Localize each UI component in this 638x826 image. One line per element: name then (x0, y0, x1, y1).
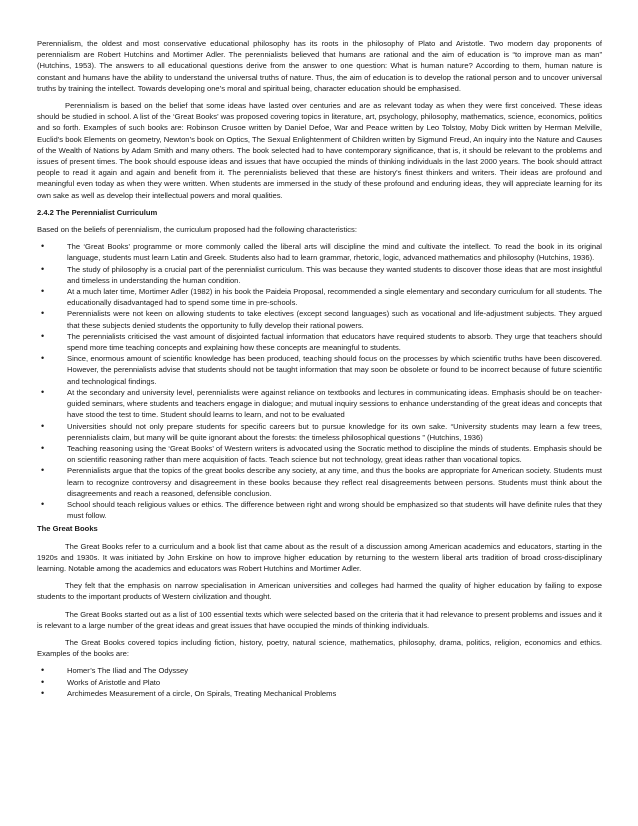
list-item: • Works of Aristotle and Plato (67, 677, 602, 688)
list-item: • The perennialists criticised the vast amount of disjointed factual information that educators have required students to absorb. They urge that teachers should spend more time teaching concepts and explaining how these concepts are meaningful to students. (67, 331, 602, 353)
list-item: • Universities should not only prepare students for specific careers but to pursue knowledge for its own sake. “University students may learn a few trees, perennialists claim, but many will be quite ignorant about the forests: the timeless philosophical questions ” (Hutchins, 1936) (67, 421, 602, 443)
intro-paragraph-2: Perennialism is based on the belief that some ideas have lasted over centuries and are as relevant today as when they were first conceived. These ideas should be studied in school. A list of the ‘Great Books’ was proposed covering topics in literature, art, psychology, philosophy, mathematics, science, economics, politics and so forth. Examples of such books are: Robinson Crusoe written by Daniel Defoe, War and Peace written by Leo Tolstoy, Moby Dick written by Herman Melville, Euclid’s book Elements on geometry, Newton’s book on Optics, The Sexual Enlightenment of Children written by Sigmund Freud, An inquiry into the Nature and Causes of the Wealth of Nations by Adam Smith and many others. The book selected had to have contemporary significance, that is, it should be relevant to the problems and issues of present times. The book should espouse ideas and issues that have occupied the minds of thinking individuals in the last 2000 years. The book should attract people to read it again and again and benefit from it. The perennialists believed that these are history's finest thinkers and writers. Their ideas are profound and meaningful even today as when they were written. When students are immersed in the study of these profound and enduring ideas, they will appreciate learning for its own sake as well as develop their intellectual powers and moral qualities. (37, 101, 602, 200)
list-item: • Perennialists argue that the topics of the great books describe any society, at any time, and thus the books are appropriate for American society. Students must learn to recognize controversy and disagreement in these books because they reflect real disagreements between persons. Students must think about the disagreements and reach a reasoned, defensible conclusion. (67, 465, 602, 499)
curriculum-bullet-list (37, 241, 602, 521)
list-item: • Perennialists were not keen on allowing students to take electives (except second languages) such as vocational and life-adjustment subjects. They argued that these subjects denied students the opportunity to fully develop their rational powers. (67, 308, 602, 330)
great-books-example-list (37, 665, 602, 699)
list-item: • School should teach religious values or ethics. The difference between right and wrong should be emphasized so that students will have definite rules that they must follow. (67, 499, 602, 521)
great-books-paragraph-3: The Great Books started out as a list of 100 essential texts which were selected based on the criteria that it had relevance to present problems and issues and it is relevant to a large number of the great ideas and great issues that have occupied the minds of thinking individuals. (37, 609, 602, 630)
list-item: • The study of philosophy is a crucial part of the perennialist curriculum. This was because they wanted students to discover those ideas that are most insightful and timeless in understanding the human condition. (67, 264, 602, 286)
intro-paragraph-1: Perennialism, the oldest and most conservative educational philosophy has its roots in the philosophy of Plato and Aristotle. Two modern day proponents of perennialism are Robert Hutchins and Mortimer Adler. The perennialists believed that humans are rational and the aim of education is “to improve man as man” (Hutchins, 1953). The answers to all educational questions derive from the answer to one question: What is human nature? According to them, human nature is constant and humans have the ability to understand the universal truths of nature. Thus, the aim of education is to develop the rational person and to uncover universal truths by training the intellect. Towards developing one’s moral and spiritual being, character education should be emphasised. (37, 39, 602, 93)
list-item: • The ‘Great Books’ programme or more commonly called the liberal arts will discipline the mind and cultivate the intellect. To read the book in its original language, students must learn Latin and Greek. Students also had to learn grammar, rhetoric, logic, advanced mathematics and philosophy (Hutchins, 1936). (67, 241, 602, 263)
list-item: • At the secondary and university level, perennialists were against reliance on textbooks and lectures in communicating ideas. Emphasis should be on teacher-guided seminars, where students and teachers engage in dialogue; and mutual inquiry sessions to enhance understanding of the great ideas and concepts that have stood the test to time. Student should learns to learn, and not to be evaluated (67, 387, 602, 421)
section-heading-great-books: The Great Books (37, 524, 98, 534)
great-books-paragraph-1: The Great Books refer to a curriculum and a book list that came about as the result of a discussion among American academics and educators, starting in the 1920s and 1930s. It was initiated by John Erskine on how to improve higher education by returning to the western liberal arts tradition of broad cross-disciplinary learning. Notable among the academics and educators was Robert Hutchins and Mortimer Adler. (37, 541, 602, 573)
section-heading-curriculum: 2.4.2 The Perennialist Curriculum (37, 207, 158, 217)
list-item: • Since, enormous amount of scientific knowledge has been produced, teaching should focus on the processes by which scientific truths have been discovered. However, the perennialists advise that students should not be taught information that may soon be obsolete or found to be incorrect because of future scientific and technological findings. (67, 353, 602, 387)
list-item: • Teaching reasoning using the ‘Great Books’ of Western writers is advocated using the Socratic method to discipline the minds of students. Emphasis should be on scientific reasoning rather than mere acquisition of facts. Teach science but not technology, great ideas rather than vocational topics. (67, 443, 602, 465)
list-item: • Archimedes Measurement of a circle, On Spirals, Treating Mechanical Problems (67, 688, 602, 699)
list-item: • Homer’s The Iliad and The Odyssey (67, 665, 602, 676)
curriculum-lead: Based on the beliefs of perennialism, the curriculum proposed had the following characteristics: (37, 225, 357, 235)
great-books-paragraph-4: The Great Books covered topics including fiction, history, poetry, natural science, mathematics, philosophy, drama, politics, religion, economics and ethics. Examples of the books are: (37, 637, 602, 659)
great-books-paragraph-2: They felt that the emphasis on narrow specialisation in American universities and colleges had harmed the quality of higher education by failing to expose students to the important products of Western civilization and thought. (37, 581, 602, 602)
list-item: • At a much later time, Mortimer Adler (1982) in his book the Paideia Proposal, recommended a single elementary and secondary curriculum for all students. The educationally disadvantaged had to spend some time in pre-schools. (67, 286, 602, 308)
